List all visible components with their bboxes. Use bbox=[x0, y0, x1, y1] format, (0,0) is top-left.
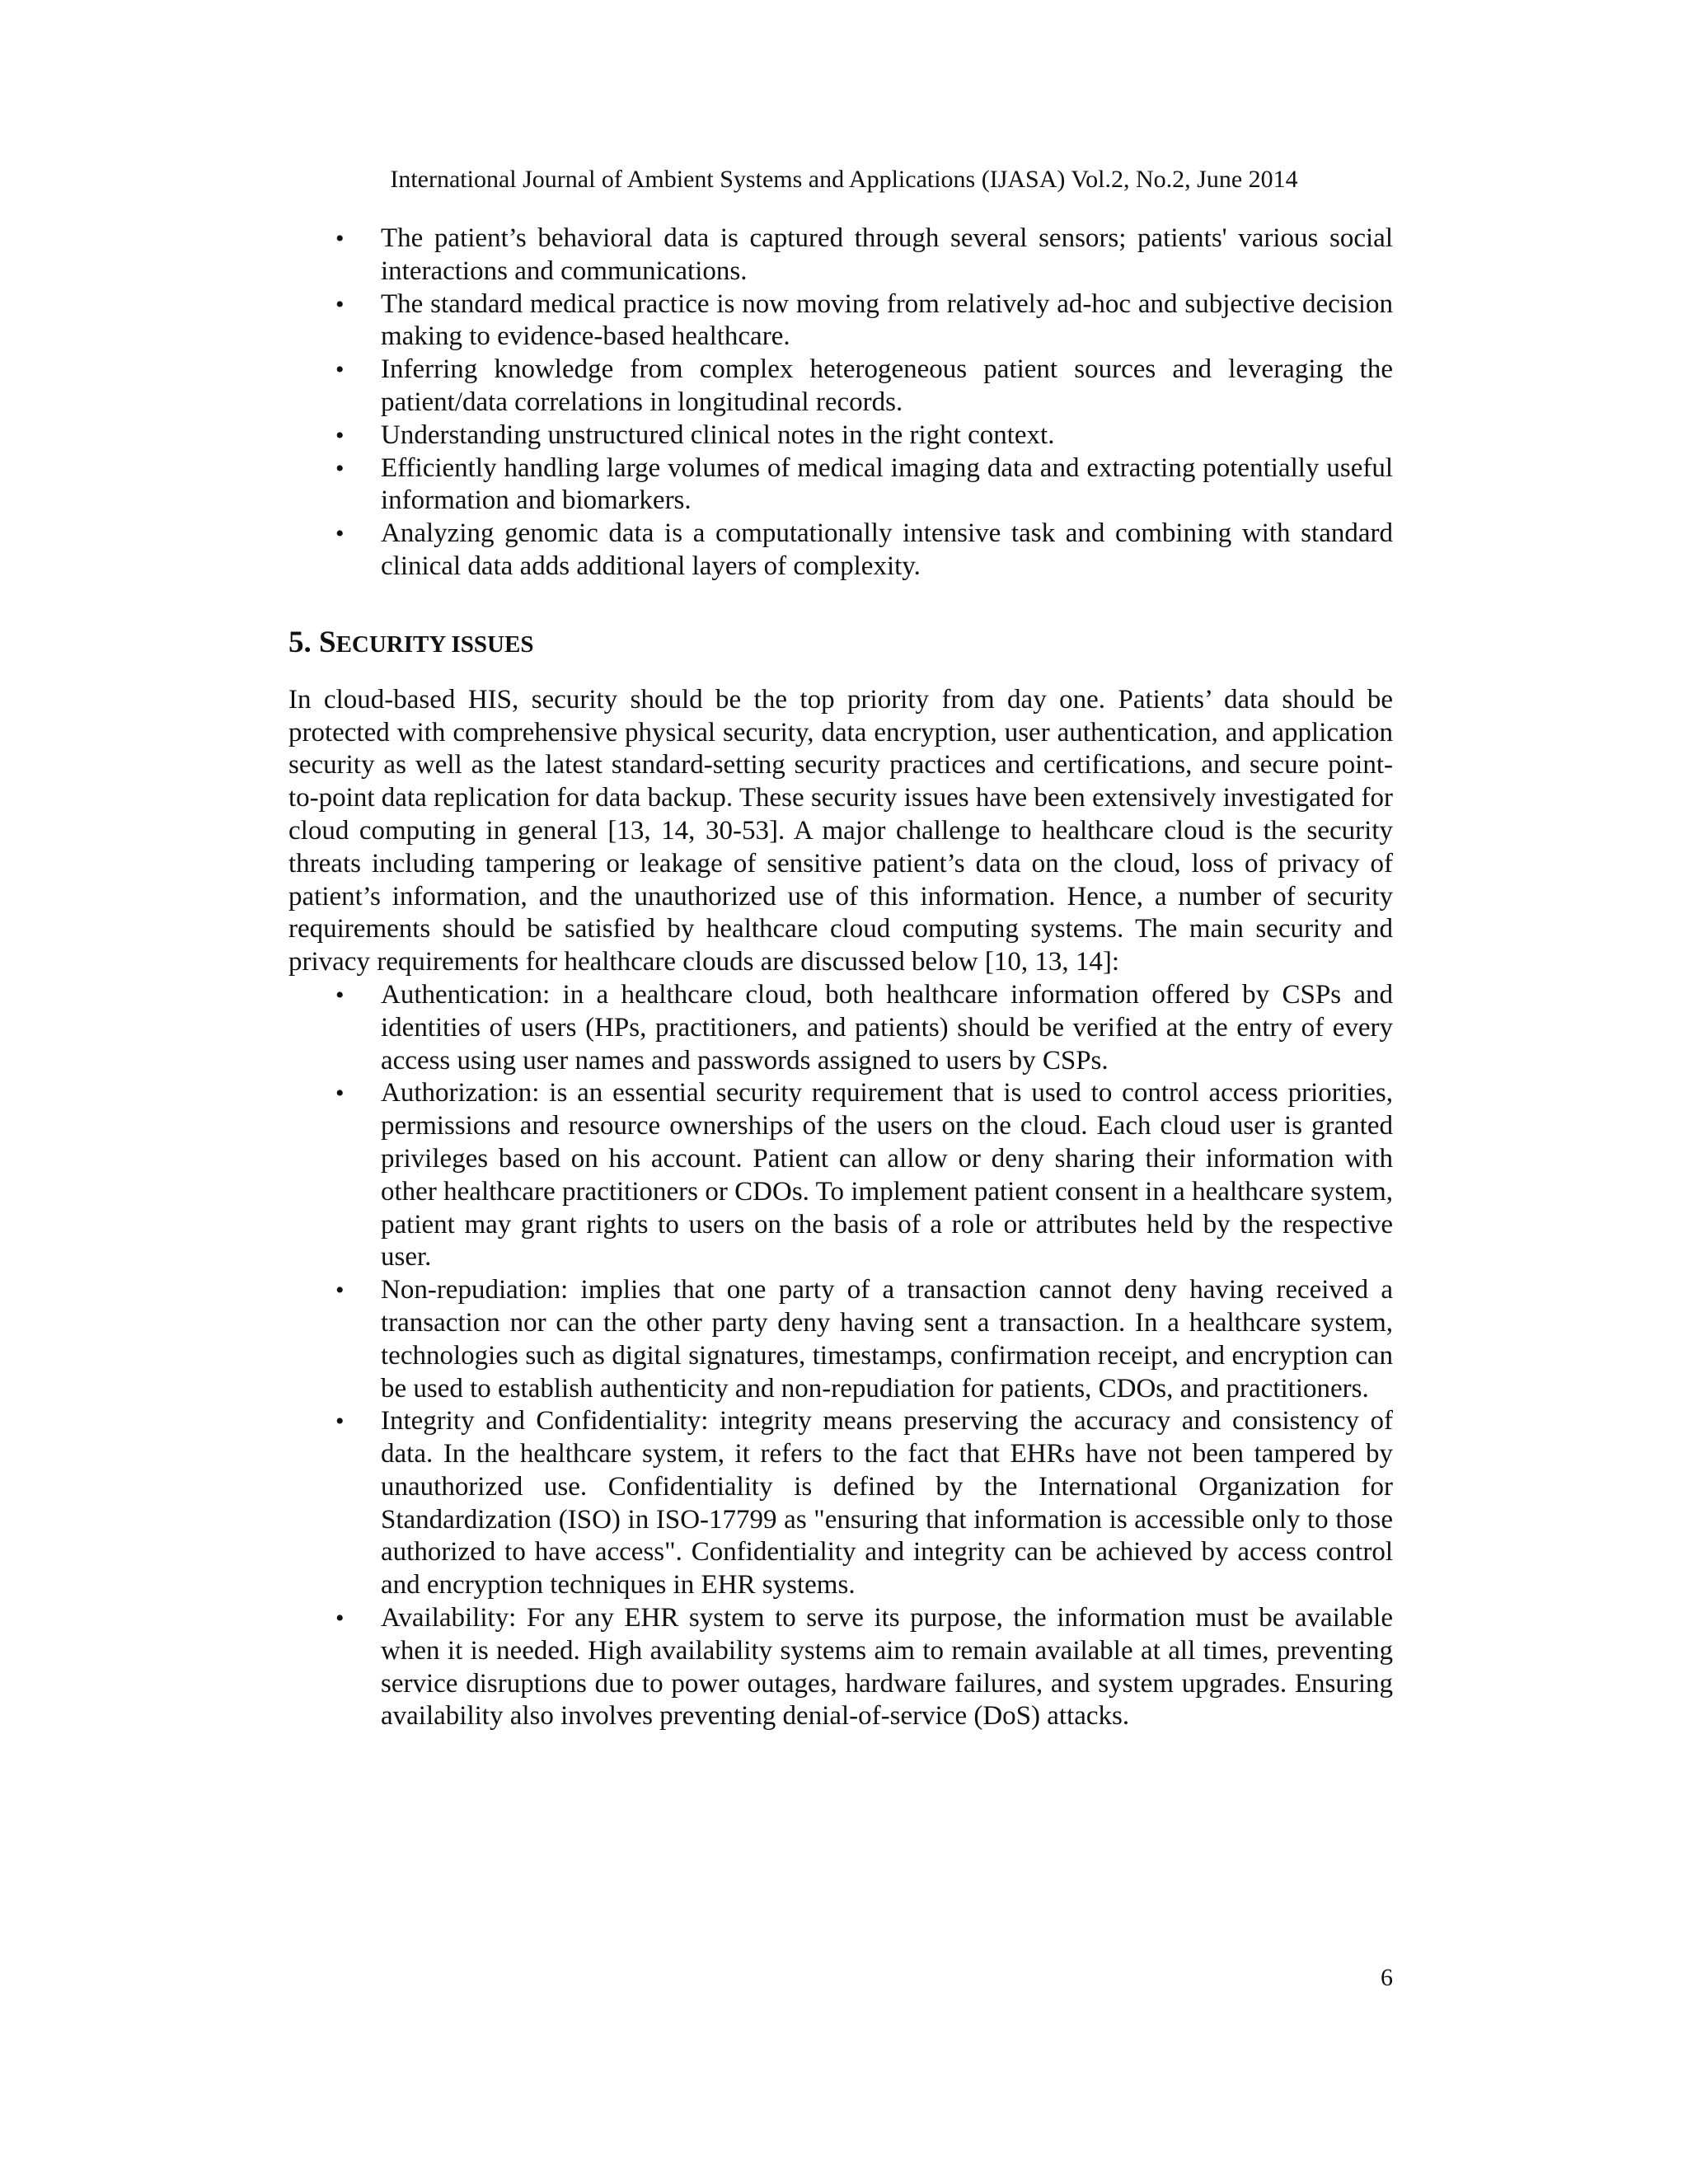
list-item-text: The patient’s behavioral data is captured through several sensors; patients' various social interactions and communications. bbox=[381, 223, 1393, 286]
list-item-text: Analyzing genomic data is a computationally intensive task and combining with standard clinical data adds additional layers of complexity. bbox=[381, 518, 1393, 581]
list-item-text: Efficiently handling large volumes of medical imaging data and extracting potentially useful information and biomarkers. bbox=[381, 452, 1393, 516]
bullet-icon: • bbox=[335, 1080, 345, 1108]
list-item bbox=[288, 452, 1393, 518]
main-content bbox=[288, 223, 1393, 1733]
list-item bbox=[288, 1405, 1393, 1602]
requirements-bullet-list bbox=[288, 979, 1393, 1733]
bullet-icon: • bbox=[335, 356, 345, 384]
list-item bbox=[288, 1077, 1393, 1274]
list-item-text: Understanding unstructured clinical notes in the right context. bbox=[381, 419, 1055, 450]
bullet-icon: • bbox=[335, 421, 345, 449]
section-heading bbox=[288, 625, 1393, 673]
bullet-icon: • bbox=[335, 981, 345, 1009]
list-item-text: Integrity and Confidentiality: integrity means preserving the accuracy and consistency of data. In the healthcare system, it refers to the fact that EHRs have not been tampered by unauthorized use. Confidentiality is defined by the International Organization for Standardization (ISO) in ISO-17799 as "ensuring that information is accessible only to those authorized to have access". Confidentiality and integrity can be achieved by access control and encryption techniques in EHR systems. bbox=[381, 1406, 1393, 1601]
bullet-icon: • bbox=[335, 454, 345, 482]
list-item bbox=[288, 979, 1393, 1077]
list-item-text: Availability: For any EHR system to serve its purpose, the information must be available when it is needed. High availability systems aim to remain available at all times, preventing service disruptions due to power outages, hardware failures, and system upgrades. Ensuring availability also involves preventing denial-of-service (DoS) attacks. bbox=[381, 1603, 1393, 1732]
section-number: 5. bbox=[288, 625, 312, 659]
list-item-text: The standard medical practice is now moving from relatively ad-hoc and subjective decision making to evidence-based healthcare. bbox=[381, 288, 1393, 352]
section-title-initial: S bbox=[319, 625, 336, 659]
bullet-icon: • bbox=[335, 520, 345, 548]
bullet-icon: • bbox=[335, 290, 345, 318]
list-item-text: Authorization: is an essential security requirement that is used to control access priorities, permissions and resource ownerships of the users on the cloud. Each cloud user is granted privileges based on his account. Patient can allow or deny sharing their information with other healthcare practitioners or CDOs. To implement patient consent in a healthcare system, patient may grant rights to users on the basis of a role or attributes held by the respective user. bbox=[381, 1078, 1393, 1272]
intro-bullet-list bbox=[288, 223, 1393, 583]
page-number: 6 bbox=[1381, 1964, 1393, 1991]
running-header: International Journal of Ambient Systems and Applications (IJASA) Vol.2, No.2, June 2014 bbox=[390, 166, 1298, 193]
list-item bbox=[288, 223, 1393, 288]
list-item bbox=[288, 288, 1393, 354]
bullet-icon: • bbox=[335, 1605, 345, 1633]
section-title-rest: ECURITY ISSUES bbox=[335, 630, 534, 658]
list-item-text: Authentication: in a healthcare cloud, both healthcare information offered by CSPs and identities of users (HPs, practitioners, and patients) should be verified at the entry of every access using user names and passwords assigned to users by CSPs. bbox=[381, 979, 1393, 1076]
list-item-text: Non-repudiation: implies that one party of a transaction cannot deny having received a transaction nor can the other party deny having sent a transaction. In a healthcare system, technologies such as digital signatures, timestamps, confirmation receipt, and encryption can be used to establish authenticity and non-repudiation for patients, CDOs, and practitioners. bbox=[381, 1275, 1393, 1404]
list-item bbox=[288, 1602, 1393, 1733]
bullet-icon: • bbox=[335, 1277, 345, 1305]
bullet-icon: • bbox=[335, 1408, 345, 1436]
list-item bbox=[288, 354, 1393, 419]
body-paragraph: In cloud-based HIS, security should be the top priority from day one. Patients’ data should be protected with comprehensive physical security, data encryption, user authentication, and application security as well as the latest standard-setting security practices and certifications, and secure point-to-point data replication for data backup. These security issues have been extensively investigated for cloud computing in general [13, 14, 30-53]. A major challenge to healthcare cloud is the security threats including tampering or leakage of sensitive patient’s data on the cloud, loss of privacy of patient’s information, and the unauthorized use of this information. Hence, a number of security requirements should be satisfied by healthcare cloud computing systems. The main security and privacy requirements for healthcare clouds are discussed below [10, 13, 14]: bbox=[288, 684, 1393, 977]
list-item bbox=[288, 419, 1393, 452]
bullet-icon: • bbox=[335, 225, 345, 252]
list-item-text: Inferring knowledge from complex heterogeneous patient sources and leveraging the patient/data correlations in longitudinal records. bbox=[381, 354, 1393, 417]
list-item bbox=[288, 518, 1393, 583]
list-item bbox=[288, 1274, 1393, 1405]
